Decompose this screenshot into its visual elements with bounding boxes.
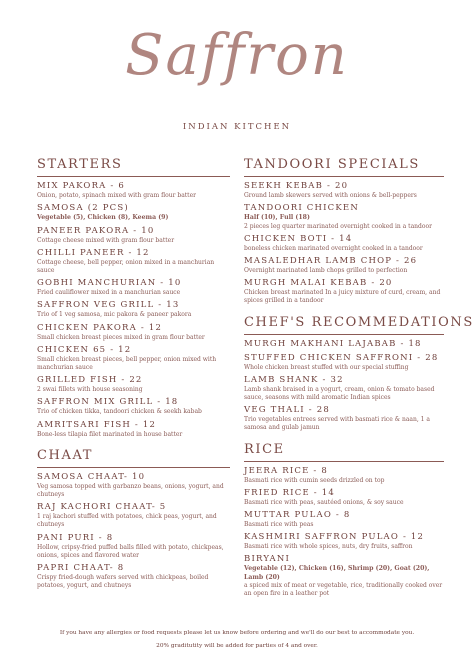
menu-item-description: Cottage cheese, bell pepper, onion mixed in a manchurian sauce xyxy=(37,258,215,275)
restaurant-logo: Saffron xyxy=(125,23,349,88)
menu-item-name: SAMOSA (2 PCS) xyxy=(37,203,129,214)
tandoori-section xyxy=(244,157,444,306)
menu-item-description: Trio of 1 veg samosa, mic pakora & paneer pakora xyxy=(37,311,192,319)
menu-item-description: Hollow, cripsy-fried puffed balls filled with potato, chickpeas, onions, spices and flavored water xyxy=(37,543,224,559)
menu-item-description: Basmati rice with whole spices, nuts, dry fruits, saffron xyxy=(244,543,413,551)
menu-item-name: SAMOSA CHAAT- 10 xyxy=(37,471,146,482)
menu-item xyxy=(244,256,444,275)
menu-item xyxy=(37,226,230,245)
starters-section xyxy=(37,157,230,439)
menu-item-description: 2 swai fillets with house seasoning xyxy=(37,386,143,394)
chef-section xyxy=(244,314,474,433)
menu-item-description: boneless chicken marinated overnight cooked in a tandoor xyxy=(244,244,423,252)
section-title-starters: STARTERS xyxy=(37,157,230,177)
menu-item-name: FRIED RICE - 14 xyxy=(244,487,335,498)
gratuity-note: 20% graditutity will be added for parties of 4 and over. xyxy=(156,643,318,649)
menu-item-description: Veg samosa topped with garbanzo beans, onions, yogurt, and chutneys xyxy=(37,482,224,499)
rice-section xyxy=(244,442,444,599)
menu-item-name: CHILLI PANEER - 12 xyxy=(37,247,150,258)
menu-item-description: a spiced mix of meat or vegetable, rice, traditionally cooked over an open fire in a leather pot xyxy=(244,582,443,598)
menu-item xyxy=(37,248,230,275)
menu-item xyxy=(37,181,230,200)
menu-item xyxy=(244,405,444,432)
menu-item-name: AMRITSARI FISH - 12 xyxy=(37,419,157,430)
section-title-chaat: CHAAT xyxy=(37,448,230,468)
allergy-note: If you have any allergies or food requests please let us know before ordering and we'll do our best to accommodate you. xyxy=(59,630,415,636)
menu-item-description: Overnight marinated lamb chops grilled to perfection xyxy=(244,267,408,275)
menu-item-description: Basmati rice with cumin seeds drizzled on top xyxy=(244,476,385,484)
menu-item-description: Trio vegetables entrees served with basmati rice & naan, 1 a samosa and gulab jamun xyxy=(244,416,430,432)
menu-item xyxy=(244,554,444,598)
menu-item xyxy=(37,502,230,529)
restaurant-subtitle: INDIAN KITCHEN xyxy=(182,122,292,132)
menu-item xyxy=(37,323,230,342)
menu-item-name: SAFFRON MIX GRILL - 18 xyxy=(37,397,179,408)
menu-item-description: Basmati rice with peas, sautéed onions, & soy sauce xyxy=(244,498,404,506)
menu-item xyxy=(37,472,230,499)
menu-item-name: STUFFED CHICKEN SAFFRONI - 28 xyxy=(244,352,439,363)
menu-item-name: LAMB SHANK - 32 xyxy=(244,374,344,385)
menu-item xyxy=(244,353,444,372)
menu-item-description: Cottage cheese mixed with gram flour batter xyxy=(37,236,175,244)
menu-item-name: GOBHI MANCHURIAN - 10 xyxy=(37,278,182,289)
menu-item-description: Chicken breast marinated In a juicy mixture of curd, cream, and spices grilled in a tandoor xyxy=(244,289,441,305)
menu-item-name: PAPRI CHAAT- 8 xyxy=(37,563,125,574)
menu-item xyxy=(37,397,230,416)
menu-item-prices: Half (10), Full (18) xyxy=(244,214,310,222)
menu-item-description: Basmati rice with peas xyxy=(244,521,314,529)
menu-item-description: Small chicken breast pieces mixed in gram flour batter xyxy=(37,333,205,341)
menu-item-description: Small chicken breast pieces, bell pepper, onion mixed with manchurian sauce xyxy=(37,355,217,372)
menu-item-description: Ground lamb skewers served with onions & bell-peppers xyxy=(244,192,417,199)
menu-item-name: MURGH MAKHANI LAJABAB - 18 xyxy=(244,338,422,349)
menu-item-description: Crispy fried-dough wafers served with chickpeas, boiled potatoes, yogurt, and chutneys xyxy=(37,574,209,590)
menu-item-description: 1 raj kachori stuffed with potatoes, chick peas, yogurt, and chutneys xyxy=(37,513,217,529)
menu-item-name: MUTTAR PULAO - 8 xyxy=(244,510,351,521)
menu-item-name: MASALEDHAR LAMB CHOP - 26 xyxy=(244,256,418,267)
menu-item xyxy=(244,181,444,200)
section-title-tandoori: TANDOORI SPECIALS xyxy=(244,157,444,177)
section-title-chef: CHEF'S RECOMMEDATIONS xyxy=(244,315,444,335)
left-column xyxy=(37,157,230,593)
menu-item-description: Fried cauliflower mixed in a manchurian sauce xyxy=(37,289,181,297)
menu-item xyxy=(37,420,230,439)
menu-item-name: GRILLED FISH - 22 xyxy=(37,375,143,386)
menu-item-description: Whole chicken breast stuffed with our special stuffing xyxy=(244,363,409,371)
menu-item xyxy=(37,533,230,560)
menu-item xyxy=(244,339,444,350)
menu-item xyxy=(244,510,444,529)
menu-item xyxy=(244,278,444,305)
menu-item-prices: Vegetable (12), Chicken (16), Shrimp (20), Goat (20), Lamb (20) xyxy=(244,565,430,581)
menu-item xyxy=(37,345,230,372)
menu-item-name: MIX PAKORA - 6 xyxy=(37,181,126,191)
section-title-rice: RICE xyxy=(244,442,444,462)
menu-item-name: SEEKH KEBAB - 20 xyxy=(244,181,349,191)
menu-item-description: Lamb shank braised in a yogurt, cream, onion & tomato based sauce, seasons with mild aromatic Indian spices xyxy=(244,385,435,402)
right-column xyxy=(244,157,474,602)
menu-item-description: 2 pieces leg quarter marinated overnight cooked in a tandoor xyxy=(244,222,432,230)
menu-item xyxy=(37,563,230,590)
menu-item-description: Bone-less tilapia filet marinated in house batter xyxy=(37,430,183,438)
menu-item-name: RAJ KACHORI CHAAT- 5 xyxy=(37,502,167,513)
menu-item xyxy=(37,278,230,297)
menu-item-name: CHICKEN BOTI - 14 xyxy=(244,233,353,244)
menu-item-prices: Vegetable (5), Chicken (8), Keema (9) xyxy=(37,214,169,222)
menu-item xyxy=(37,375,230,394)
menu-item-name: TANDOORI CHICKEN xyxy=(244,203,359,214)
menu-item-name: VEG THALI - 28 xyxy=(244,405,330,416)
menu-item-name: BIRYANI xyxy=(244,554,291,565)
menu-item xyxy=(244,532,444,551)
menu-item-name: PANEER PAKORA - 10 xyxy=(37,225,155,236)
menu-item-name: CHICKEN 65 - 12 xyxy=(37,344,132,355)
chaat-section xyxy=(37,448,230,591)
menu-item-name: KASHMIRI SAFFRON PULAO - 12 xyxy=(244,532,425,543)
menu-item xyxy=(244,488,444,507)
menu-item-name: MURGH MALAI KEBAB - 20 xyxy=(244,278,393,289)
menu-item-description: Trio of chicken tikka, tandoori chicken & seekh kabab xyxy=(37,408,202,416)
menu-item xyxy=(244,234,444,253)
menu-item-description: Onion, potato, spinach mixed with gram flour batter xyxy=(37,192,197,199)
menu-item-name: SAFFRON VEG GRILL - 13 xyxy=(37,300,180,311)
menu-item xyxy=(244,375,444,402)
menu-item-name: PANI PURI - 8 xyxy=(37,532,114,543)
menu-item xyxy=(244,466,444,485)
menu-item xyxy=(37,203,230,222)
menu-item-name: CHICKEN PAKORA - 12 xyxy=(37,322,163,333)
menu-item xyxy=(244,203,444,231)
menu-item xyxy=(37,300,230,319)
menu-item-name: JEERA RICE - 8 xyxy=(244,465,329,476)
